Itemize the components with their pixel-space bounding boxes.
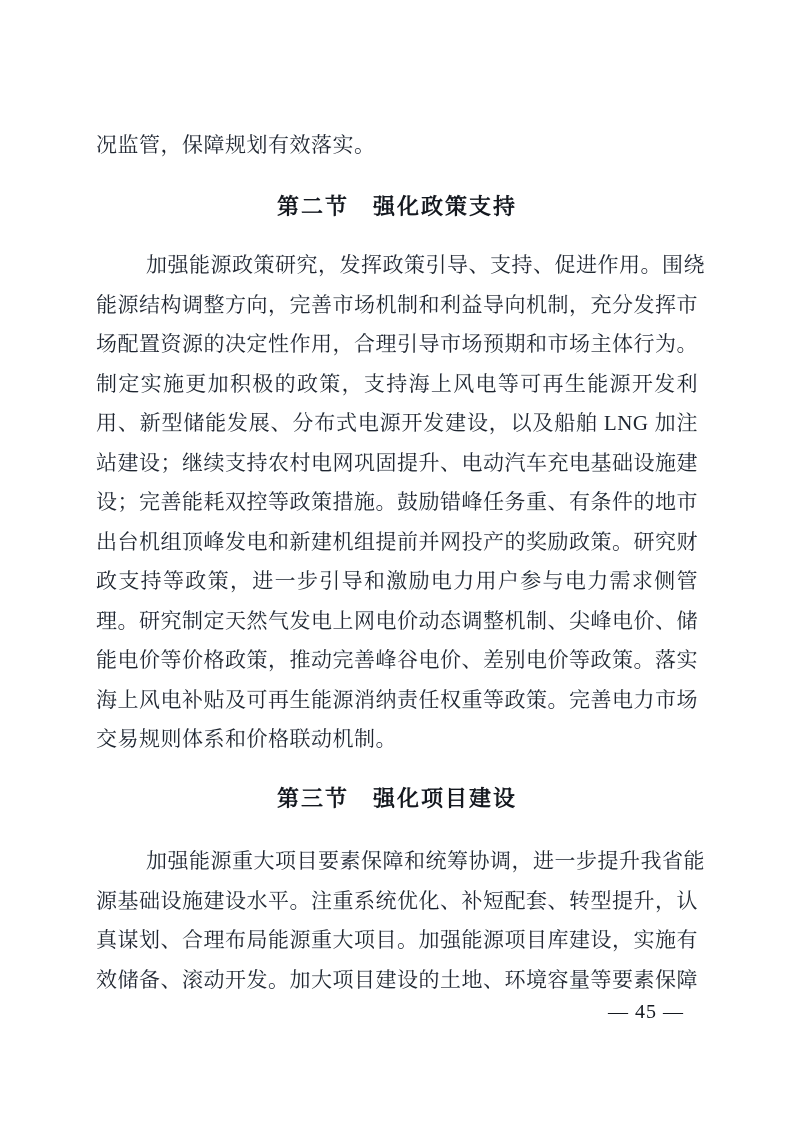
- page-number: — 45 —: [608, 1001, 684, 1023]
- body-line: 制定实施更加积极的政策，支持海上风电等可再生能源开发利: [96, 371, 698, 396]
- body-line: 设；完善能耗双控等政策措施。鼓励错峰任务重、有条件的地市: [96, 490, 698, 514]
- body-line: 能源结构调整方向，完善市场机制和利益导向机制，充分发挥市: [96, 292, 698, 317]
- body-line: 效储备、滚动开发。加大项目建设的土地、环境容量等要素保障: [96, 967, 698, 992]
- body-line: 场配置资源的决定性作用，合理引导市场预期和市场主体行为。: [96, 332, 698, 356]
- body-line: 加强能源政策研究，发挥政策引导、支持、促进作用。围绕: [146, 253, 705, 277]
- body-line: 真谋划、合理布局能源重大项目。加强能源项目库建设，实施有: [96, 928, 698, 952]
- section-3-paragraph: [96, 842, 705, 1000]
- body-line: 出台机组顶峰发电和新建机组提前并网投产的奖励政策。研究财: [96, 529, 698, 554]
- body-line: 站建设；继续支持农村电网巩固提升、电动汽车充电基础设施建: [96, 450, 698, 475]
- continuation-paragraph: [96, 126, 698, 166]
- section-heading-2: 第二节 强化政策支持: [276, 193, 517, 219]
- body-line: 政支持等政策，进一步引导和激励电力用户参与电力需求侧管: [96, 569, 698, 593]
- section-2-paragraph: [96, 246, 705, 760]
- body-line: 理。研究制定天然气发电上网电价动态调整机制、尖峰电价、储: [96, 608, 698, 633]
- body-line: 用、新型储能发展、分布式电源开发建设，以及船舶 LNG 加注: [96, 411, 698, 435]
- body-line: 加强能源重大项目要素保障和统筹协调，进一步提升我省能: [146, 849, 705, 873]
- body-line: 能电价等价格政策，推动完善峰谷电价、差别电价等政策。落实: [96, 648, 698, 672]
- page-content: [96, 126, 705, 1000]
- body-line: 源基础设施建设水平。注重系统优化、补短配套、转型提升，认: [96, 888, 698, 913]
- body-line: 况监管，保障规划有效落实。: [96, 133, 376, 157]
- section-heading-3: 第三节 强化项目建设: [276, 786, 517, 811]
- body-line: 交易规则体系和价格联动机制。: [96, 727, 397, 751]
- body-line: 海上风电补贴及可再生能源消纳责任权重等政策。完善电力市场: [96, 687, 698, 712]
